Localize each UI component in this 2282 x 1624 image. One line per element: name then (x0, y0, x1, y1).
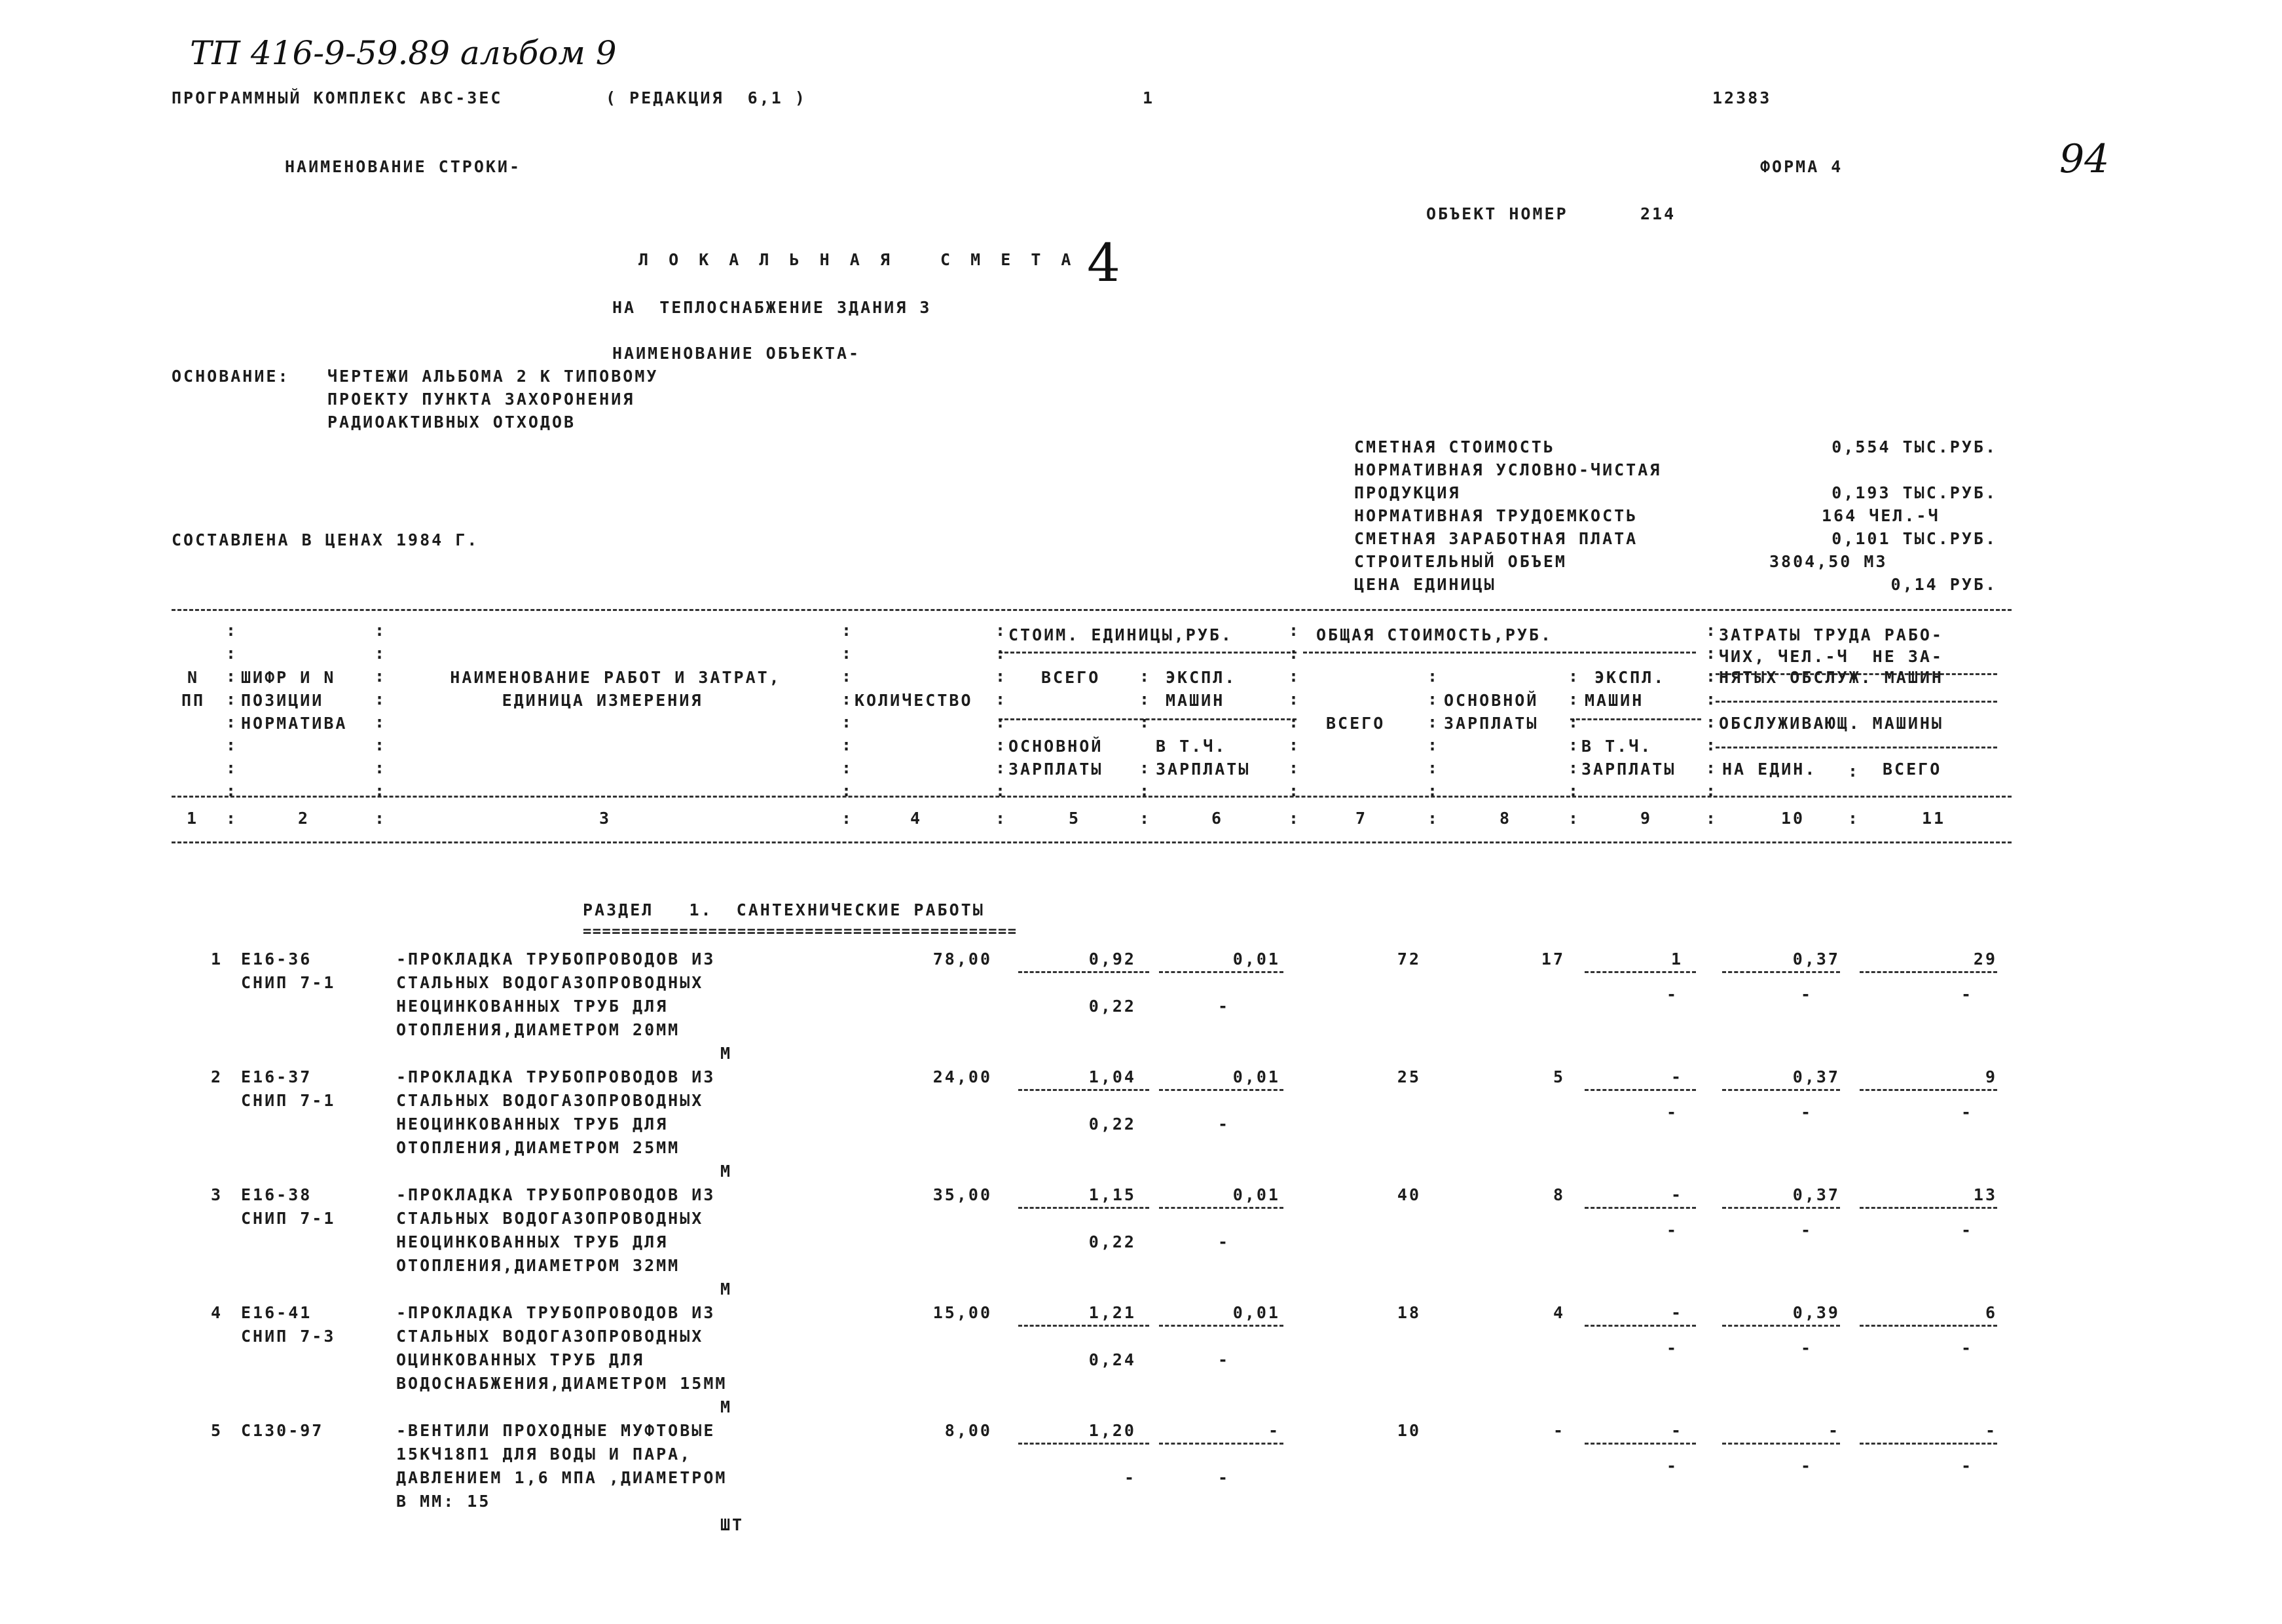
col-group-labor-mach: ОБСЛУЖИВАЮЩ. МАШИНЫ (1719, 714, 1943, 733)
row-total-wage: 4 (1553, 1303, 1565, 1322)
summary-label-3: ПРОДУКЦИЯ (1354, 483, 1461, 502)
cell-divider-rule (1722, 1089, 1840, 1091)
row-total-mach-wage: - (1666, 1103, 1679, 1122)
row-description-line: -ПРОКЛАДКА ТРУБОПРОВОДОВ ИЗ (396, 950, 716, 969)
row-description-line: НЕОЦИНКОВАННЫХ ТРУБ ДЛЯ (396, 1115, 669, 1134)
col-number: 3 (599, 809, 612, 828)
page-number-handwritten: 94 (2059, 136, 2110, 182)
cell-divider-rule (1722, 1443, 1840, 1445)
table-header-bottom-rule (172, 796, 2012, 798)
row-labor-per-unit-mach: - (1801, 1338, 1813, 1357)
album-reference-handwritten: ТП 416-9-59.89 альбом 9 (190, 34, 617, 72)
basis-line-1: ЧЕРТЕЖИ АЛЬБОМА 2 К ТИПОВОМУ (327, 367, 659, 386)
col-header-unit-mach: МАШИН (1166, 691, 1225, 710)
row-description-line: НЕОЦИНКОВАННЫХ ТРУБ ДЛЯ (396, 1232, 669, 1251)
row-labor-total: 9 (1985, 1067, 1997, 1086)
cell-divider-rule (1159, 1443, 1283, 1445)
row-number: 4 (210, 1303, 223, 1322)
row-snip: СНИП 7-1 (241, 1209, 336, 1228)
program-edition: ( РЕДАКЦИЯ 6,1 ) (606, 88, 807, 107)
col-number: 1 (187, 809, 199, 828)
col-header-total-mach-wage: ЗАРПЛАТЫ (1581, 760, 1676, 779)
cell-divider-rule (1159, 1089, 1283, 1091)
cell-divider-rule (1585, 971, 1696, 973)
prices-year: СОСТАВЛЕНА В ЦЕНАХ 1984 Г. (172, 530, 479, 549)
cell-divider-rule (1860, 1325, 1997, 1327)
line-name-label: НАИМЕНОВАНИЕ СТРОКИ- (285, 157, 522, 176)
row-description-line: ОТОПЛЕНИЯ,ДИАМЕТРОМ 25ММ (396, 1138, 680, 1157)
cell-divider-rule (1018, 1443, 1149, 1445)
col-divider: : (1848, 762, 1858, 781)
header-inner-rule (999, 652, 1297, 654)
col-header-code: ПОЗИЦИИ (241, 691, 324, 710)
row-labor-total-mach: - (1961, 1338, 1974, 1357)
document-title: Л О К А Л Ь Н А Я С М Е Т А (638, 250, 1077, 269)
row-unit: М (720, 1280, 733, 1299)
row-labor-total: 13 (1973, 1185, 1997, 1204)
row-unit-total: 1,21 (1088, 1303, 1136, 1322)
cell-divider-rule (1585, 1325, 1696, 1327)
row-labor-per-unit: 0,37 (1792, 1185, 1840, 1204)
row-unit-mach: 0,01 (1232, 950, 1280, 969)
summary-value-4: 164 ЧЕЛ.-Ч (1822, 506, 1940, 525)
row-unit: М (720, 1397, 733, 1416)
summary-label-4: НОРМАТИВНАЯ ТРУДОЕМКОСТЬ (1354, 506, 1638, 525)
row-total-mach: - (1670, 1185, 1683, 1204)
col-number: 6 (1211, 809, 1224, 828)
row-labor-per-unit-mach: - (1801, 985, 1813, 1004)
row-labor-per-unit: 0,39 (1792, 1303, 1840, 1322)
col-group-labor: ЧИХ, ЧЕЛ.-Ч НЕ ЗА- (1719, 647, 1943, 666)
col-divider: : (1289, 809, 1299, 828)
row-total-mach-wage: - (1666, 1338, 1679, 1357)
row-code: Е16-36 (241, 950, 312, 969)
col-number: 5 (1069, 809, 1081, 828)
col-group-total-cost: ОБЩАЯ СТОИМОСТЬ,РУБ. (1316, 625, 1553, 644)
row-labor-per-unit-mach: - (1801, 1456, 1813, 1475)
row-number: 1 (210, 950, 223, 969)
row-unit-mach-wage: - (1218, 1468, 1230, 1487)
col-header-code: ШИФР И N (241, 668, 336, 687)
col-divider: : : : : : : (1427, 667, 1438, 800)
col-number: 10 (1781, 809, 1805, 828)
row-description-line: СТАЛЬНЫХ ВОДОГАЗОПРОВОДНЫХ (396, 1209, 704, 1228)
row-unit-total: 1,20 (1088, 1421, 1136, 1440)
summary-label-6: СТРОИТЕЛЬНЫЙ ОБЪЕМ (1354, 552, 1567, 571)
header-inner-rule (1570, 718, 1701, 720)
col-header-total-mach: МАШИН (1585, 691, 1644, 710)
summary-label-2: НОРМАТИВНАЯ УСЛОВНО-ЧИСТАЯ (1354, 460, 1662, 479)
col-header-n: N (187, 668, 200, 687)
row-labor-per-unit: - (1828, 1421, 1840, 1440)
cell-divider-rule (1159, 1325, 1283, 1327)
cell-divider-rule (1860, 1443, 1997, 1445)
row-total-wage: - (1553, 1421, 1565, 1440)
row-description-line: -ПРОКЛАДКА ТРУБОПРОВОДОВ ИЗ (396, 1067, 716, 1086)
row-unit-mach-wage: - (1218, 1350, 1230, 1369)
basis-label: ОСНОВАНИЕ: (172, 367, 290, 386)
row-description-line: НЕОЦИНКОВАННЫХ ТРУБ ДЛЯ (396, 997, 669, 1016)
col-divider: : : : : : : (1568, 667, 1579, 800)
row-unit-wage: 0,22 (1088, 1232, 1136, 1251)
col-group-labor: ЗАТРАТЫ ТРУДА РАБО- (1719, 625, 1943, 644)
cell-divider-rule (1159, 1207, 1283, 1209)
col-number: 11 (1922, 809, 1946, 828)
row-description-line: ОТОПЛЕНИЯ,ДИАМЕТРОМ 32ММ (396, 1256, 680, 1275)
col-divider: : : : : : : : : (1289, 621, 1299, 800)
basis-line-3: РАДИОАКТИВНЫХ ОТХОДОВ (327, 413, 576, 432)
row-total-wage: 5 (1553, 1067, 1565, 1086)
document-code: 12383 (1712, 88, 1772, 107)
col-number: 4 (910, 809, 923, 828)
row-unit-mach: - (1268, 1421, 1280, 1440)
cell-divider-rule (1860, 1089, 1997, 1091)
row-labor-total-mach: - (1961, 985, 1974, 1004)
summary-label-1: СМЕТНАЯ СТОИМОСТЬ (1354, 437, 1555, 456)
cell-divider-rule (1585, 1443, 1696, 1445)
row-unit-mach: 0,01 (1232, 1303, 1280, 1322)
col-number: 9 (1640, 809, 1653, 828)
row-labor-per-unit: 0,37 (1792, 950, 1840, 969)
row-description-line: ДАВЛЕНИЕМ 1,6 МПА ,ДИАМЕТРОМ (396, 1468, 727, 1487)
summary-value-5: 0,101 ТЫС.РУБ. (1831, 529, 1997, 548)
section-title: РАЗДЕЛ 1. САНТЕХНИЧЕСКИЕ РАБОТЫ (583, 900, 985, 919)
row-total: 10 (1397, 1421, 1421, 1440)
row-snip: СНИП 7-3 (241, 1327, 336, 1346)
program-name: ПРОГРАММНЫЙ КОМПЛЕКС АВС-ЗЕС (172, 88, 503, 107)
row-labor-total: - (1985, 1421, 1997, 1440)
col-header-unit-mach-wage: В Т.Ч. (1156, 737, 1227, 756)
header-inner-rule (1716, 747, 1997, 748)
summary-label-7: ЦЕНА ЕДИНИЦЫ (1354, 575, 1496, 594)
row-unit: ШТ (720, 1515, 745, 1534)
row-labor-total-mach: - (1961, 1456, 1974, 1475)
row-description-line: -ПРОКЛАДКА ТРУБОПРОВОДОВ ИЗ (396, 1303, 716, 1322)
cell-divider-rule (1585, 1207, 1696, 1209)
row-unit-wage: 0,22 (1088, 997, 1136, 1016)
col-divider: : (995, 809, 1006, 828)
row-quantity: 35,00 (932, 1185, 992, 1204)
row-number: 2 (210, 1067, 223, 1086)
row-unit-wage: 0,24 (1088, 1350, 1136, 1369)
row-code: Е16-37 (241, 1067, 312, 1086)
row-total-wage: 17 (1541, 950, 1565, 969)
row-quantity: 24,00 (932, 1067, 992, 1086)
col-header-unit-wage: ОСНОВНОЙ (1008, 737, 1103, 756)
cell-divider-rule (1860, 1207, 1997, 1209)
row-total-mach: - (1670, 1067, 1683, 1086)
row-code: Е16-38 (241, 1185, 312, 1204)
col-divider: : (1139, 809, 1150, 828)
col-divider: : (1848, 809, 1858, 828)
row-code: Е16-41 (241, 1303, 312, 1322)
cell-divider-rule (1018, 1089, 1149, 1091)
row-description-line: -ВЕНТИЛИ ПРОХОДНЫЕ МУФТОВЫЕ (396, 1421, 716, 1440)
table-top-rule (172, 609, 2012, 611)
object-name-label: НАИМЕНОВАНИЕ ОБЪЕКТА- (612, 344, 861, 363)
row-total-mach: - (1670, 1303, 1683, 1322)
row-unit-mach-wage: - (1218, 997, 1230, 1016)
row-total-mach: - (1670, 1421, 1683, 1440)
row-description-line: 15КЧ18П1 ДЛЯ ВОДЫ И ПАРА, (396, 1445, 692, 1464)
col-number: 2 (298, 809, 310, 828)
row-description-line: -ПРОКЛАДКА ТРУБОПРОВОДОВ ИЗ (396, 1185, 716, 1204)
row-total-mach-wage: - (1666, 985, 1679, 1004)
row-quantity: 8,00 (944, 1421, 992, 1440)
row-unit-total: 0,92 (1088, 950, 1136, 969)
row-unit-mach: 0,01 (1232, 1185, 1280, 1204)
summary-label-5: СМЕТНАЯ ЗАРАБОТНАЯ ПЛАТА (1354, 529, 1638, 548)
col-header-unit-total: ВСЕГО (1041, 668, 1101, 687)
row-description-line: СТАЛЬНЫХ ВОДОГАЗОПРОВОДНЫХ (396, 1327, 704, 1346)
row-number: 3 (210, 1185, 223, 1204)
col-header-total-wage: ЗАРПЛАТЫ (1444, 714, 1539, 733)
cell-divider-rule (1018, 971, 1149, 973)
row-unit-mach: 0,01 (1232, 1067, 1280, 1086)
row-total-mach: 1 (1670, 950, 1683, 969)
row-description-line: В ММ: 15 (396, 1492, 491, 1511)
cell-divider-rule (1159, 971, 1283, 973)
summary-value-7: 0,14 РУБ. (1890, 575, 1997, 594)
summary-value-3: 0,193 ТЫС.РУБ. (1831, 483, 1997, 502)
sheet-number: 1 (1143, 88, 1155, 107)
row-total: 40 (1397, 1185, 1421, 1204)
row-total: 25 (1397, 1067, 1421, 1086)
row-unit-total: 1,04 (1088, 1067, 1136, 1086)
cell-divider-rule (1722, 1325, 1840, 1327)
col-header-unit-wage: ЗАРПЛАТЫ (1008, 760, 1103, 779)
col-header-total-wage: ОСНОВНОЙ (1444, 691, 1539, 710)
col-divider: : (1568, 809, 1579, 828)
row-labor-total-mach: - (1961, 1221, 1974, 1240)
col-header-total-mach-wage: В Т.Ч. (1581, 737, 1653, 756)
col-header-qty: КОЛИЧЕСТВО (855, 691, 973, 710)
row-unit-mach-wage: - (1218, 1232, 1230, 1251)
col-divider: : : : : : : : : (1706, 621, 1716, 800)
col-number: 8 (1500, 809, 1512, 828)
row-labor-total-mach: - (1961, 1103, 1974, 1122)
col-group-unit-cost: СТОИМ. ЕДИНИЦЫ,РУБ. (1008, 625, 1233, 644)
col-header-name: НАИМЕНОВАНИЕ РАБОТ И ЗАТРАТ, (450, 668, 781, 687)
row-quantity: 78,00 (932, 950, 992, 969)
header-inner-rule (1303, 652, 1696, 654)
col-divider: : (1706, 809, 1716, 828)
object-number: 214 (1640, 204, 1676, 223)
cell-divider-rule (1018, 1207, 1149, 1209)
col-divider: : : : : : : : : (226, 621, 236, 800)
col-group-labor: НЯТЫХ ОБСЛУЖ. МАШИН (1719, 668, 1943, 687)
row-labor-total: 29 (1973, 950, 1997, 969)
row-description-line: ОЦИНКОВАННЫХ ТРУБ ДЛЯ (396, 1350, 645, 1369)
table-numbers-bottom-rule (172, 841, 2012, 843)
col-header-code: НОРМАТИВА (241, 714, 348, 733)
col-divider: : (226, 809, 236, 828)
col-header-unit-mach-wage: ЗАРПЛАТЫ (1156, 760, 1251, 779)
section-underline: ============================================= (583, 923, 1018, 940)
col-header-unit-mach: ЭКСПЛ. (1166, 668, 1237, 687)
basis-line-2: ПРОЕКТУ ПУНКТА ЗАХОРОНЕНИЯ (327, 390, 635, 409)
col-number: 7 (1355, 809, 1368, 828)
row-labor-per-unit-mach: - (1801, 1103, 1813, 1122)
col-header-name: ЕДИНИЦА ИЗМЕРЕНИЯ (502, 691, 703, 710)
col-divider: : (375, 809, 385, 828)
row-total-wage: 8 (1553, 1185, 1565, 1204)
cell-divider-rule (1722, 1207, 1840, 1209)
row-labor-total: 6 (1985, 1303, 1997, 1322)
smeta-number-handwritten: 4 (1087, 232, 1120, 293)
col-divider: : : : : : : : : (995, 621, 1006, 800)
col-header-total: ВСЕГО (1326, 714, 1386, 733)
row-labor-per-unit-mach: - (1801, 1221, 1813, 1240)
header-inner-rule (1716, 701, 1997, 703)
row-description-line: СТАЛЬНЫХ ВОДОГАЗОПРОВОДНЫХ (396, 1091, 704, 1110)
row-unit-wage: 0,22 (1088, 1115, 1136, 1134)
object-number-label: ОБЪЕКТ НОМЕР (1426, 204, 1568, 223)
row-number: 5 (210, 1421, 223, 1440)
col-header-n: ПП (181, 691, 206, 710)
col-divider: : : : : : : : : (375, 621, 385, 800)
row-total: 72 (1397, 950, 1421, 969)
col-header-total-mach: ЭКСПЛ. (1594, 668, 1666, 687)
row-unit-wage: - (1124, 1468, 1136, 1487)
row-unit-total: 1,15 (1088, 1185, 1136, 1204)
summary-value-6: 3804,50 М3 (1769, 552, 1888, 571)
row-snip: СНИП 7-1 (241, 973, 336, 992)
row-total: 18 (1397, 1303, 1421, 1322)
row-description-line: СТАЛЬНЫХ ВОДОГАЗОПРОВОДНЫХ (396, 973, 704, 992)
col-divider: : : : : : : : : (841, 621, 852, 800)
col-divider: : (1427, 809, 1438, 828)
row-description-line: ОТОПЛЕНИЯ,ДИАМЕТРОМ 20ММ (396, 1020, 680, 1039)
row-unit: М (720, 1044, 733, 1063)
row-quantity: 15,00 (932, 1303, 992, 1322)
document-subtitle: НА ТЕПЛОСНАБЖЕНИЕ ЗДАНИЯ 3 (612, 298, 932, 317)
summary-value-1: 0,554 ТЫС.РУБ. (1831, 437, 1997, 456)
row-description-line: ВОДОСНАБЖЕНИЯ,ДИАМЕТРОМ 15ММ (396, 1374, 727, 1393)
col-divider: : : : : : (1139, 667, 1150, 800)
row-labor-per-unit: 0,37 (1792, 1067, 1840, 1086)
cell-divider-rule (1722, 971, 1840, 973)
col-header-per-unit: НА ЕДИН. (1722, 760, 1817, 779)
row-unit-mach-wage: - (1218, 1115, 1230, 1134)
row-total-mach-wage: - (1666, 1221, 1679, 1240)
row-total-mach-wage: - (1666, 1456, 1679, 1475)
form-number: ФОРМА 4 (1760, 157, 1843, 176)
col-header-total-labor: ВСЕГО (1883, 760, 1942, 779)
row-snip: СНИП 7-1 (241, 1091, 336, 1110)
row-unit: М (720, 1162, 733, 1181)
cell-divider-rule (1860, 971, 1997, 973)
cell-divider-rule (1018, 1325, 1149, 1327)
col-divider: : (841, 809, 852, 828)
row-code: С130-97 (241, 1421, 324, 1440)
cell-divider-rule (1585, 1089, 1696, 1091)
